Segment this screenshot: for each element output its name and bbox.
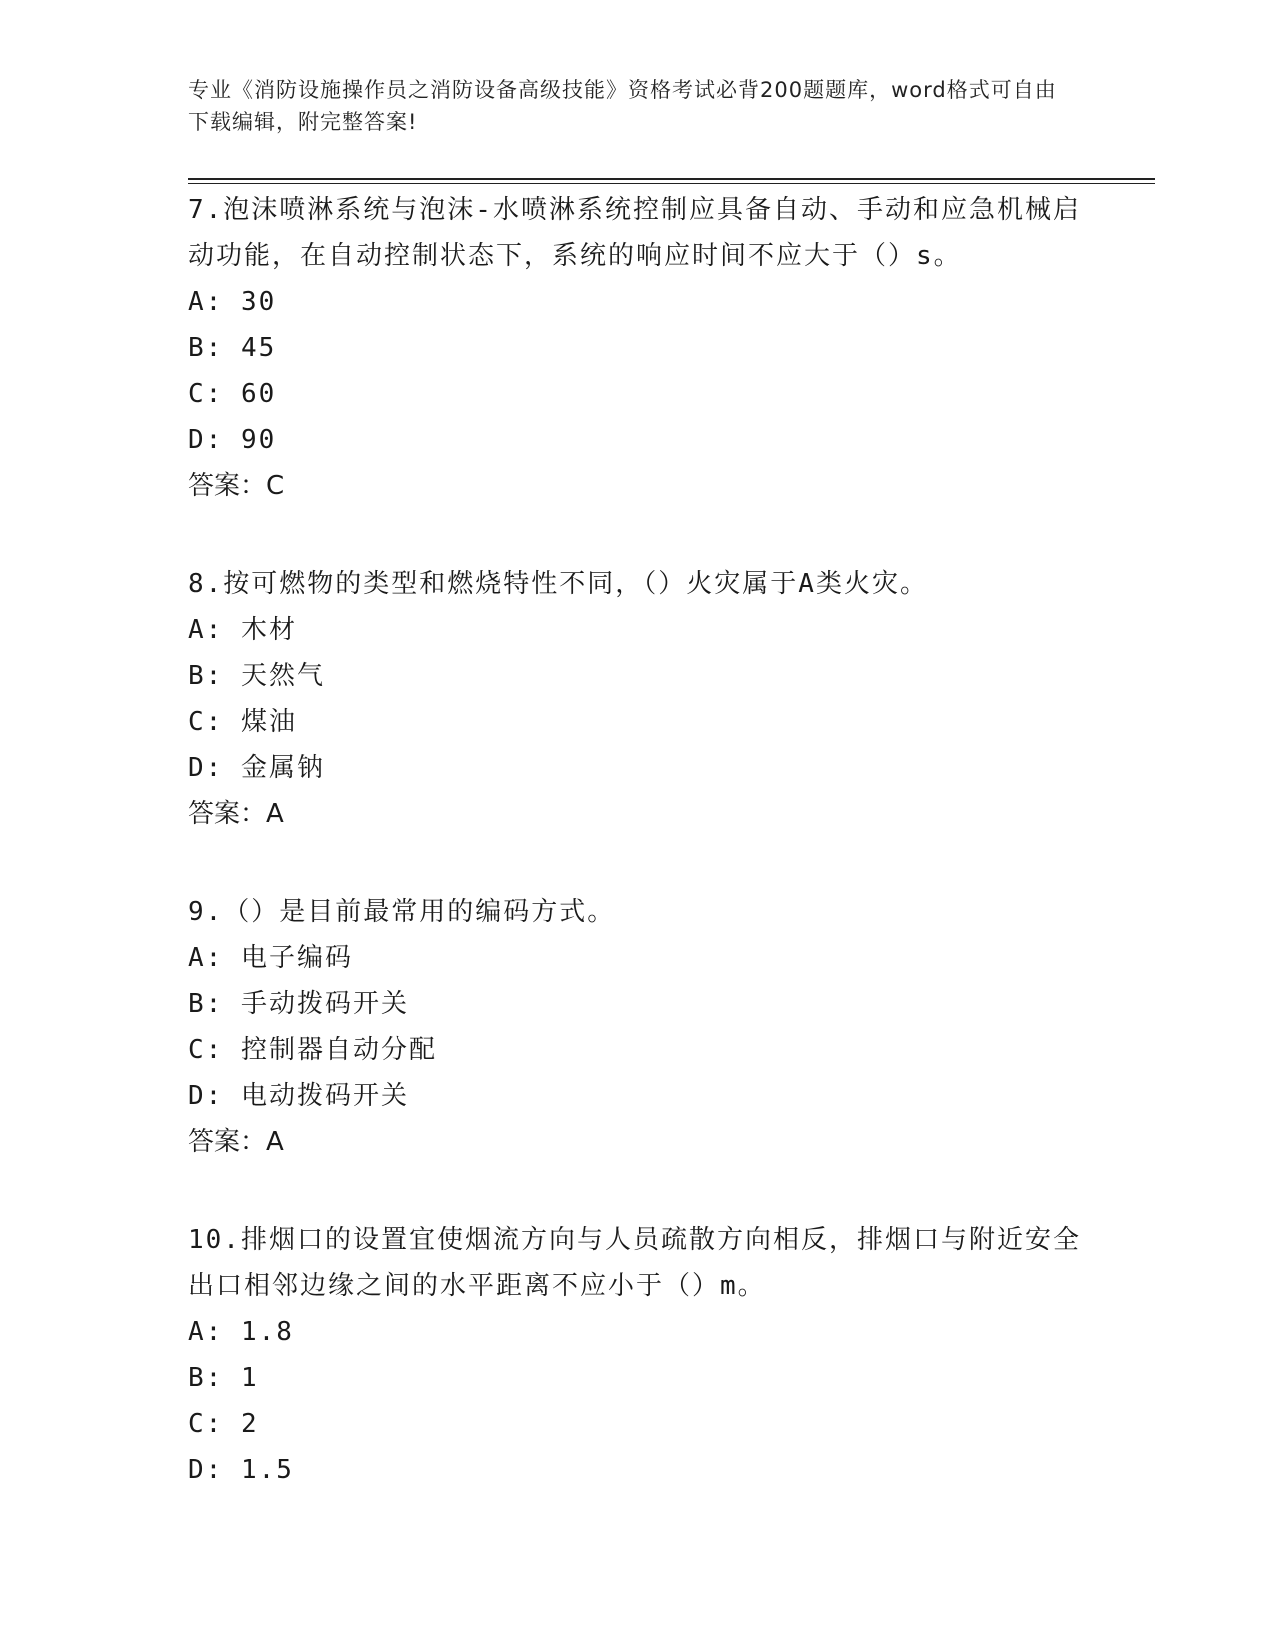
- question-8: [188, 561, 1088, 837]
- spacer: [188, 1165, 1088, 1217]
- question-10: [188, 1217, 1088, 1493]
- option-d: D: 1.5: [188, 1455, 294, 1485]
- option-a: A: 1.8: [188, 1317, 294, 1347]
- answer-line: 答案：A: [188, 1127, 284, 1157]
- option-c: C: 2: [188, 1409, 259, 1439]
- question-stem: 10.排烟口的设置宜使烟流方向与人员疏散方向相反，排烟口与附近安全出口相邻边缘之间的水平距离不应小于（）m。: [188, 1225, 1081, 1301]
- spacer: [188, 509, 1088, 561]
- header-divider-thin: [188, 183, 1155, 184]
- question-7: [188, 187, 1088, 509]
- answer-line: 答案：C: [188, 471, 285, 501]
- option-d: D: 金属钠: [188, 753, 325, 783]
- option-c: C: 控制器自动分配: [188, 1035, 437, 1065]
- option-d: D: 电动拨码开关: [188, 1081, 409, 1111]
- option-b: B: 手动拨码开关: [188, 989, 409, 1019]
- question-stem: 8.按可燃物的类型和燃烧特性不同，（）火灾属于A类火灾。: [188, 569, 928, 599]
- document-header: 专业《消防设施操作员之消防设备高级技能》资格考试必背200题题库，word格式可自由下载编辑，附完整答案!: [188, 78, 1057, 134]
- question-list: [188, 187, 1088, 1493]
- question-stem: 9.（）是目前最常用的编码方式。: [188, 897, 616, 927]
- header-divider-thick: [188, 178, 1155, 180]
- option-c: C: 煤油: [188, 707, 297, 737]
- option-b: B: 1: [188, 1363, 259, 1393]
- option-b: B: 天然气: [188, 661, 325, 691]
- answer-line: 答案：A: [188, 799, 284, 829]
- option-a: A: 木材: [188, 615, 297, 645]
- option-c: C: 60: [188, 379, 277, 409]
- option-d: D: 90: [188, 425, 277, 455]
- question-stem: 7.泡沫喷淋系统与泡沫-水喷淋系统控制应具备自动、手动和应急机械启动功能，在自动控制状态下，系统的响应时间不应大于（）s。: [188, 195, 1081, 271]
- spacer: [188, 837, 1088, 889]
- option-a: A: 30: [188, 287, 277, 317]
- option-b: B: 45: [188, 333, 277, 363]
- option-a: A: 电子编码: [188, 943, 353, 973]
- question-9: [188, 889, 1088, 1165]
